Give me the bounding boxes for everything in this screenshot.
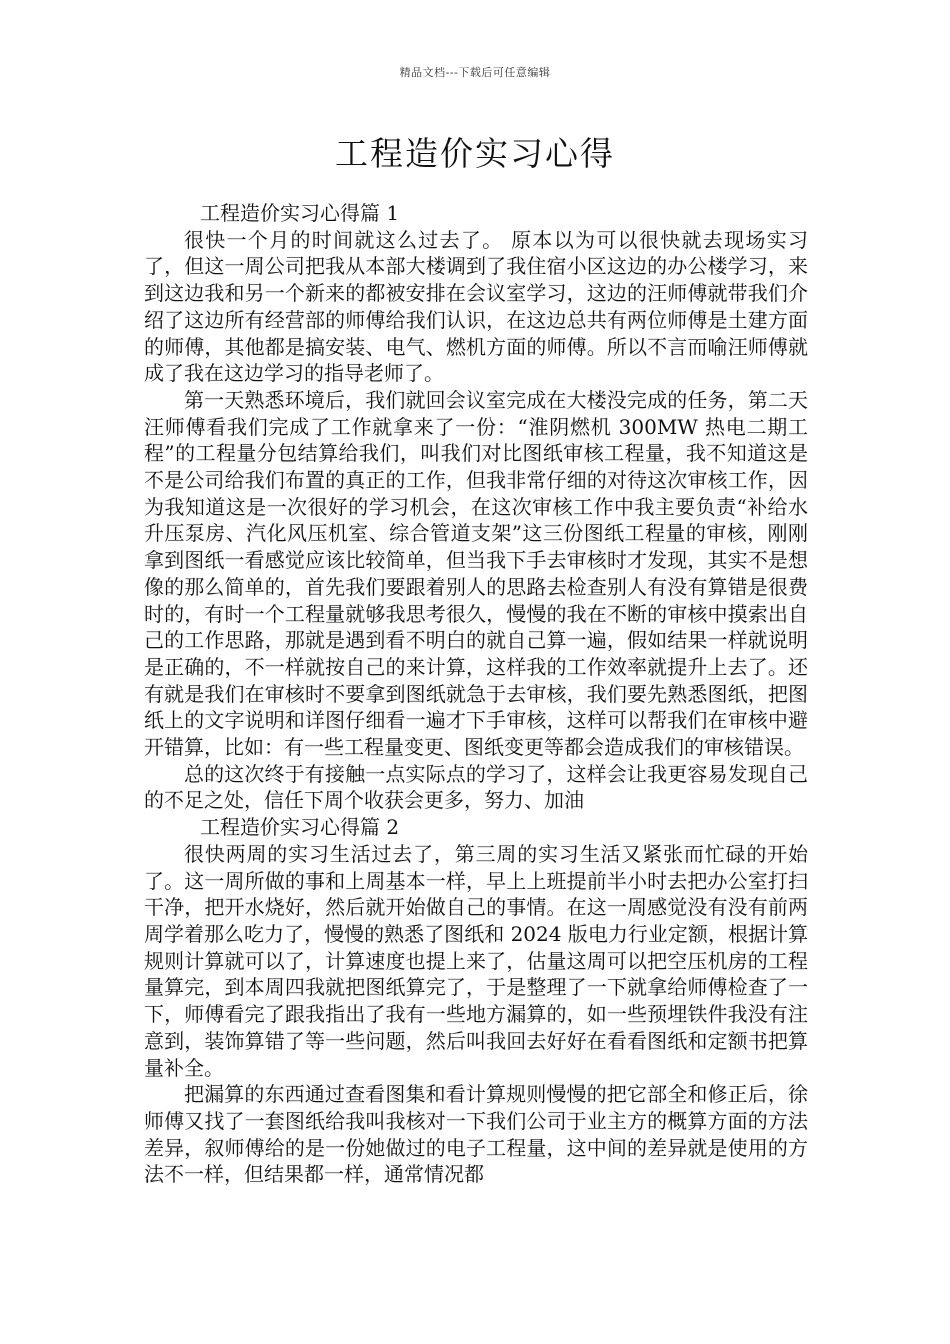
paragraph: 很快一个月的时间就这么过去了。 原本以为可以很快就去现场实习了，但这一周公司把我从本部大楼调到了我住宿小区这边的办公楼学习，来到这边我和另一个新来的都被安排在会议室学习，这边的汪师傅就带我们介绍了这边所有经营部的师傅给我们认识，在这边总共有两位师傅是土建方面的师傅，其他都是搞安装、电气、燃机方面的师傅。所以不言而喻汪师傅就成了我在这边学习的指导老师了。 [144,227,808,386]
section-heading-1: 工程造价实习心得篇 1 [200,201,400,225]
paragraph: 很快两周的实习生活过去了，第三周的实习生活又紧张而忙碌的开始了。这一周所做的事和上周基本一样，早上上班提前半小时去把办公室打扫干净，把开水烧好，然后就开始做自己的事情。在这一周感觉没有没有前两周学着那么吃力了，慢慢的熟悉了图纸和 2024 版电力行业定额，根据计算规则计算就可以了，计算速度也提上来了，估量这周可以把空压机房的工程量算完，到本周四我就把图纸算完了，于是整理了一下就拿给师傅检查了一下，师傅看完了跟我指出了我有一些地方漏算的，如一些预埋铁件我没有注意到，装饰算错了等一些问题，然后叫我回去好好在看看图纸和定额书把算量补全。 [144,841,808,1080]
section-heading-2: 工程造价实习心得篇 2 [200,815,400,840]
header-note: 精品文档---下载后可任意编辑 [399,66,551,79]
paragraph: 第一天熟悉环境后，我们就回会议室完成在大楼没完成的任务，第二天汪师傅看我们完成了工作就拿来了一份：“淮阴燃机 300MW 热电二期工程”的工程量分包结算给我们，叫我们对比图纸审核工程量，我不知道这是不是公司给我们布置的真正的工作，但我非常仔细的对待这次审核工作，因为我知道这是一次很好的学习机会，在这次审核工作中我主要负责“补给水升压泵房、汽化风压机室、综合管道支架”这三份图纸工程量的审核，刚刚拿到图纸一看感觉应该比较简单，但当我下手去审核时才发现，其实不是想像的那么简单的，首先我们要跟着别人的思路去检查别人有没有算错是很费时的，有时一个工程量就够我思考很久，慢慢的我在不断的审核中摸索出自己的工作思路，那就是遇到看不明白的就自己算一遍，假如结果一样就说明是正确的，不一样就按自己的来计算，这样我的工作效率就提升上去了。还有就是我们在审核时不要拿到图纸就急于去审核，我们要先熟悉图纸，把图纸上的文字说明和详图仔细看一遍才下手审核，这样可以帮我们在审核中避开错算，比如：有一些工程量变更、图纸变更等都会造成我们的审核错误。 [144,387,808,760]
document-body [144,200,808,1188]
document-title: 工程造价实习心得 [335,134,615,173]
paragraph: 把漏算的东西通过查看图集和看计算规则慢慢的把它部全和修正后，徐师傅又找了一套图纸给我叫我核对一下我们公司于业主方的概算方面的方法差异，叙师傅给的是一份她做过的电子工程量，这中间的差异就是使用的方法不一样，但结果都一样，通常情况都 [144,1082,808,1187]
paragraph: 总的这次终于有接触一点实际点的学习了，这样会让我更容易发现自己的不足之处，信任下周个收获会更多，努力、加油 [144,761,808,813]
